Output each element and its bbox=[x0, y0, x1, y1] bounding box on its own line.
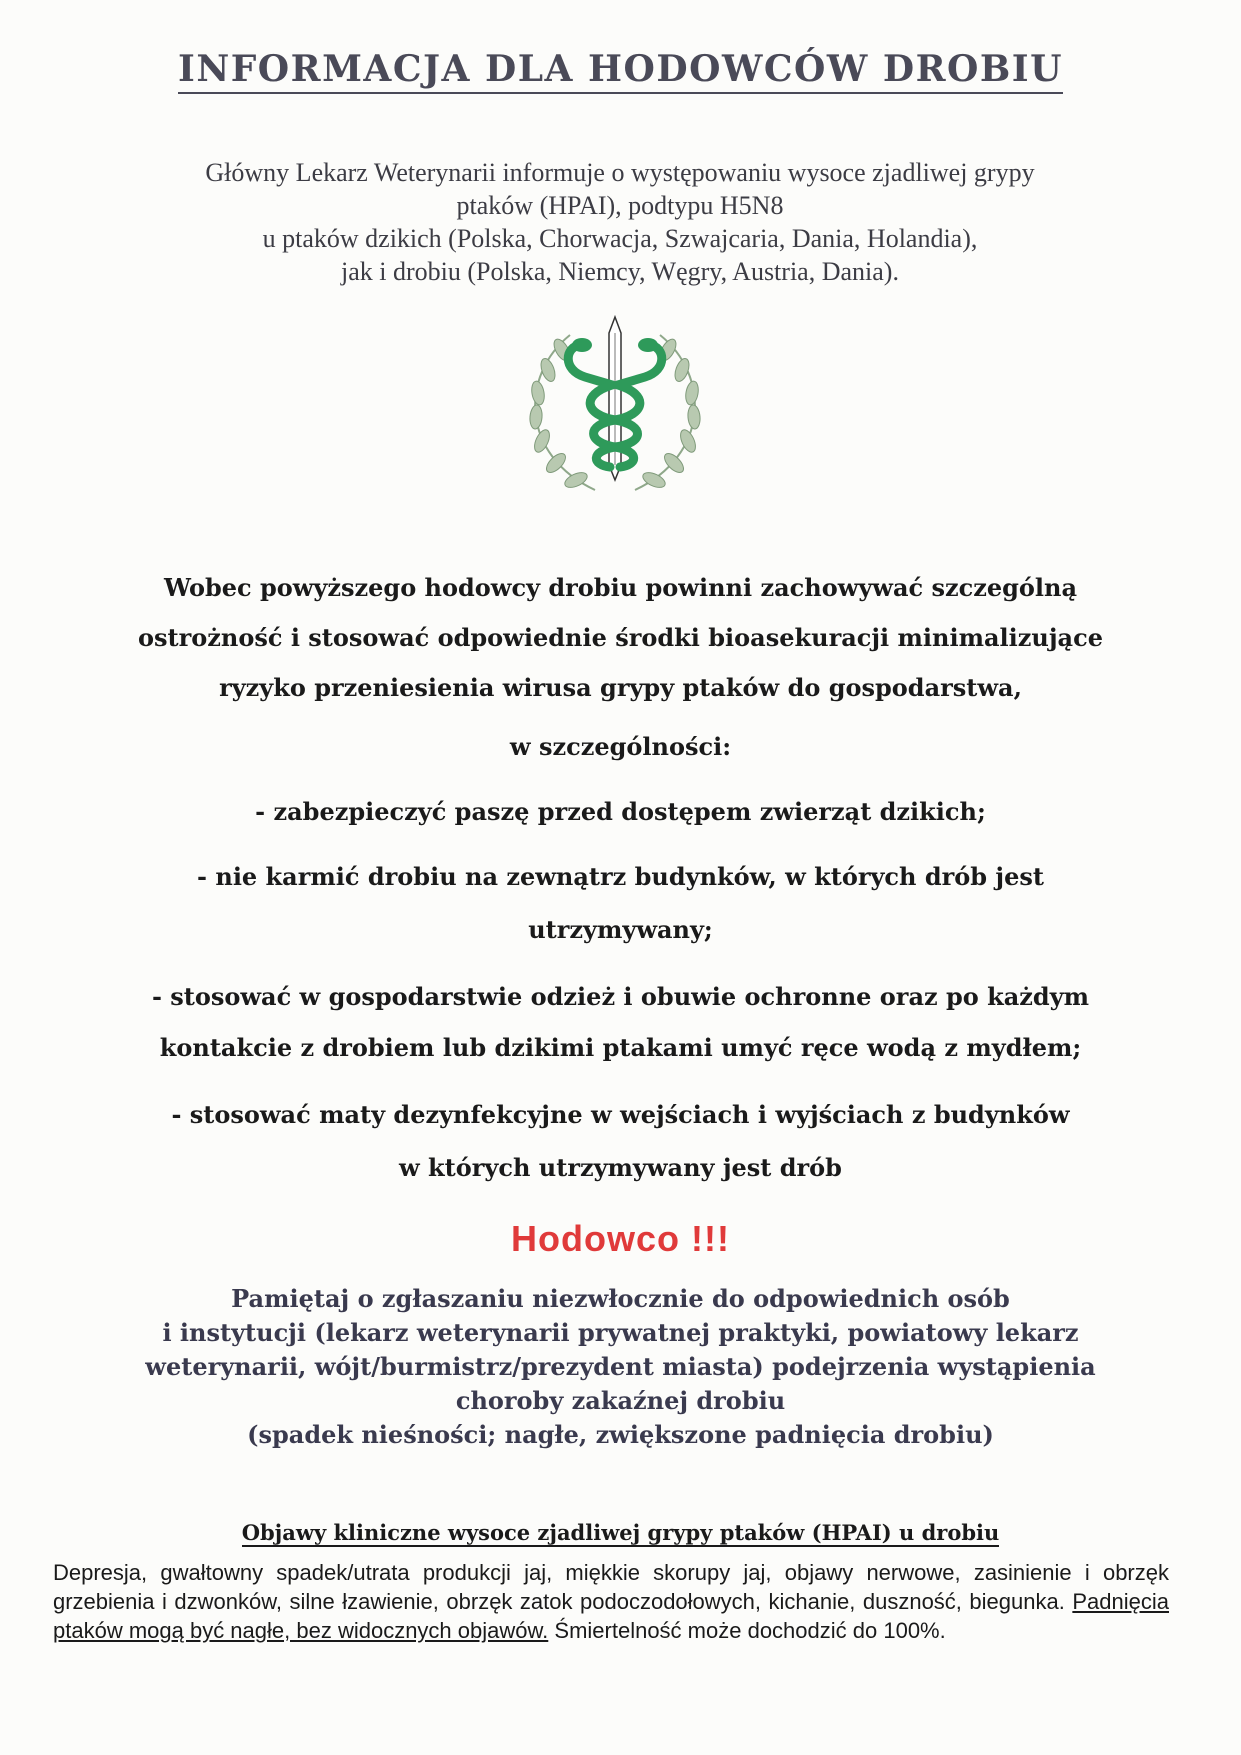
main-line: w szczególności: bbox=[509, 732, 732, 761]
symptoms-mortality: Śmiertelność może dochodzić do 100%. bbox=[554, 1618, 946, 1643]
document-title: INFORMACJA DLA HODOWCÓW DROBIU bbox=[0, 48, 1241, 90]
hodowco-heading: Hodowco !!! bbox=[511, 1218, 730, 1259]
measure-item: - stosować w gospodarstwie odzież i obuwie ochronne oraz po każdym bbox=[151, 982, 1090, 1011]
measure-item-cont: w których utrzymywany jest drób bbox=[399, 1153, 842, 1182]
intro-paragraph bbox=[70, 156, 1170, 288]
reminder-line: weterynarii, wójt/burmistrz/prezydent miasta) podejrzenia wystąpienia bbox=[145, 1352, 1096, 1381]
reminder-line: choroby zakaźnej drobiu bbox=[455, 1386, 786, 1415]
reminder-line: Pamiętaj o zgłaszaniu niezwłocznie do odpowiednich osób bbox=[231, 1284, 1010, 1313]
symptoms-text: Depresja, gwałtowny spadek/utrata produkcji jaj, miękkie skorupy jaj, objawy nerwowe, zasinienie i obrzęk grzebienia i dzwonków, silne łzawienie, obrzęk zatok podoczodołowych, kichanie, duszność, biegunka. bbox=[53, 1560, 1169, 1614]
symptoms-title: Objawy kliniczne wysoce zjadliwej grypy ptaków (HPAI) u drobiu bbox=[241, 1520, 1000, 1545]
measure-item: - zabezpieczyć paszę przed dostępem zwierząt dzikich; bbox=[255, 797, 986, 826]
main-line: ostrożność i stosować odpowiednie środki bioasekuracji minimalizujące bbox=[138, 623, 1103, 652]
symptoms-underlined: Padnięcia ptaków mogą być nagłe, bez widocznych objawów. bbox=[53, 1589, 1169, 1643]
main-line: ryzyko przeniesienia wirusa grypy ptaków do gospodarstwa, bbox=[219, 673, 1022, 702]
intro-line: ptaków (HPAI), podtypu H5N8 bbox=[456, 191, 784, 220]
reminder-line: (spadek nieśności; nagłe, zwiększone padnięcia drobiu) bbox=[247, 1420, 994, 1449]
measure-item-cont: utrzymywany; bbox=[528, 915, 713, 944]
intro-line: jak i drobiu (Polska, Niemcy, Węgry, Austria, Dania). bbox=[341, 257, 899, 286]
measure-item: - nie karmić drobiu na zewnątrz budynków, w których drób jest bbox=[197, 862, 1044, 891]
symptoms-paragraph bbox=[53, 1558, 1169, 1645]
reminder-line: i instytucji (lekarz weterynarii prywatnej praktyki, powiatowy lekarz bbox=[162, 1318, 1079, 1347]
main-line: Wobec powyższego hodowcy drobiu powinni zachowywać szczególną bbox=[163, 573, 1078, 602]
measure-item-cont: kontakcie z drobiem lub dzikimi ptakami umyć ręce wodą z mydłem; bbox=[159, 1033, 1082, 1062]
caduceus-wreath-icon bbox=[500, 315, 730, 515]
measure-item: - stosować maty dezynfekcyjne w wejściach i wyjściach z budynków bbox=[171, 1100, 1070, 1129]
intro-line: Główny Lekarz Weterynarii informuje o występowaniu wysoce zjadliwej grypy bbox=[205, 158, 1035, 187]
intro-line: u ptaków dzikich (Polska, Chorwacja, Szwajcaria, Dania, Holandia), bbox=[262, 224, 978, 253]
